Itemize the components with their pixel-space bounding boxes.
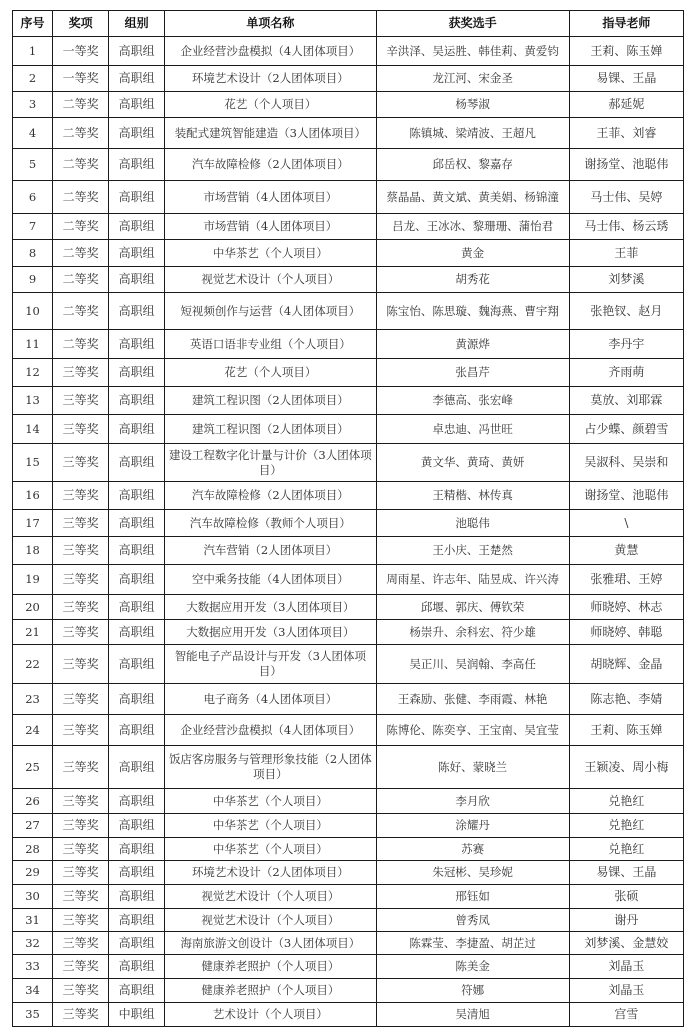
table-row bbox=[13, 645, 684, 684]
cell-winners: 周雨星、许志年、陆昱成、许兴涛 bbox=[376, 565, 569, 595]
cell-teachers: 宫雪 bbox=[569, 1003, 683, 1027]
cell-row-number: 7 bbox=[13, 214, 53, 240]
cell-award-level: 二等奖 bbox=[53, 267, 109, 293]
cell-award-level: 三等奖 bbox=[53, 415, 109, 444]
cell-group-name: 高职组 bbox=[109, 240, 165, 267]
cell-teachers: 师晓婷、林志 bbox=[569, 595, 683, 620]
cell-group-name: 高职组 bbox=[109, 510, 165, 537]
cell-item-name: 装配式建筑智能建造（3人团体项目） bbox=[165, 118, 376, 149]
cell-item-name: 英语口语非专业组（个人项目） bbox=[165, 330, 376, 359]
cell-row-number: 17 bbox=[13, 510, 53, 537]
cell-award-level: 二等奖 bbox=[53, 181, 109, 214]
cell-group-name: 高职组 bbox=[109, 214, 165, 240]
cell-row-number: 1 bbox=[13, 37, 53, 66]
cell-winners: 卓忠迪、冯世旺 bbox=[376, 415, 569, 444]
cell-item-name: 智能电子产品设计与开发（3人团体项目） bbox=[165, 645, 376, 684]
table-row bbox=[13, 909, 684, 932]
cell-row-number: 15 bbox=[13, 444, 53, 482]
cell-winners: 陈霖莹、李捷盈、胡芷过 bbox=[376, 932, 569, 955]
cell-winners: 黄源烨 bbox=[376, 330, 569, 359]
cell-row-number: 13 bbox=[13, 387, 53, 415]
header-group: 组别 bbox=[109, 11, 165, 37]
cell-winners: 邱岳权、黎嘉存 bbox=[376, 149, 569, 181]
cell-group-name: 高职组 bbox=[109, 444, 165, 482]
cell-item-name: 海南旅游文创设计（3人团体项目） bbox=[165, 932, 376, 955]
cell-row-number: 27 bbox=[13, 814, 53, 838]
table-row bbox=[13, 149, 684, 181]
cell-teachers: \ bbox=[569, 510, 683, 537]
table-row bbox=[13, 66, 684, 92]
cell-group-name: 高职组 bbox=[109, 684, 165, 715]
cell-award-level: 二等奖 bbox=[53, 330, 109, 359]
cell-winners: 李德高、张宏峰 bbox=[376, 387, 569, 415]
cell-teachers: 陈志艳、李婧 bbox=[569, 684, 683, 715]
cell-item-name: 中华茶艺（个人项目） bbox=[165, 789, 376, 814]
cell-award-level: 二等奖 bbox=[53, 92, 109, 118]
cell-teachers: 莫放、刘耶霖 bbox=[569, 387, 683, 415]
cell-teachers: 王莉、陈玉婵 bbox=[569, 715, 683, 746]
cell-teachers: 刘梦溪 bbox=[569, 267, 683, 293]
cell-item-name: 饭店客房服务与管理形象技能（2人团体项目） bbox=[165, 746, 376, 789]
table-row bbox=[13, 415, 684, 444]
cell-teachers: 兑艳红 bbox=[569, 789, 683, 814]
cell-winners: 李月欣 bbox=[376, 789, 569, 814]
cell-group-name: 高职组 bbox=[109, 595, 165, 620]
cell-item-name: 建筑工程识图（2人团体项目） bbox=[165, 415, 376, 444]
table-row bbox=[13, 92, 684, 118]
cell-item-name: 建筑工程识图（2人团体项目） bbox=[165, 387, 376, 415]
cell-winners: 邢钰如 bbox=[376, 885, 569, 909]
cell-group-name: 高职组 bbox=[109, 359, 165, 387]
cell-winners: 张昌芹 bbox=[376, 359, 569, 387]
cell-row-number: 2 bbox=[13, 66, 53, 92]
table-row bbox=[13, 387, 684, 415]
cell-award-level: 三等奖 bbox=[53, 955, 109, 979]
cell-group-name: 高职组 bbox=[109, 37, 165, 66]
cell-row-number: 3 bbox=[13, 92, 53, 118]
cell-group-name: 高职组 bbox=[109, 149, 165, 181]
cell-teachers: 刘梦溪、金慧姣 bbox=[569, 932, 683, 955]
cell-row-number: 6 bbox=[13, 181, 53, 214]
cell-group-name: 高职组 bbox=[109, 645, 165, 684]
cell-item-name: 艺术设计（个人项目） bbox=[165, 1003, 376, 1027]
cell-award-level: 三等奖 bbox=[53, 1003, 109, 1027]
cell-row-number: 31 bbox=[13, 909, 53, 932]
cell-item-name: 环境艺术设计（2人团体项目） bbox=[165, 861, 376, 885]
cell-group-name: 高职组 bbox=[109, 181, 165, 214]
cell-winners: 蔡晶晶、黄文斌、黄美娟、杨锦潼 bbox=[376, 181, 569, 214]
cell-award-level: 三等奖 bbox=[53, 979, 109, 1003]
cell-teachers: 占少蝶、颜碧雪 bbox=[569, 415, 683, 444]
cell-group-name: 高职组 bbox=[109, 955, 165, 979]
cell-teachers: 师晓婷、韩聪 bbox=[569, 620, 683, 645]
cell-winners: 吴正川、吴润翰、李高任 bbox=[376, 645, 569, 684]
cell-item-name: 汽车故障检修（2人团体项目） bbox=[165, 149, 376, 181]
cell-row-number: 20 bbox=[13, 595, 53, 620]
cell-group-name: 高职组 bbox=[109, 715, 165, 746]
cell-winners: 陈镇城、梁靖波、王超凡 bbox=[376, 118, 569, 149]
table-row bbox=[13, 293, 684, 330]
cell-teachers: 谢丹 bbox=[569, 909, 683, 932]
cell-item-name: 汽车营销（2人团体项目） bbox=[165, 537, 376, 565]
cell-winners: 陈美金 bbox=[376, 955, 569, 979]
cell-winners: 吕龙、王冰冰、黎珊珊、蒲怡君 bbox=[376, 214, 569, 240]
cell-item-name: 企业经营沙盘模拟（4人团体项目） bbox=[165, 37, 376, 66]
cell-item-name: 市场营销（4人团体项目） bbox=[165, 214, 376, 240]
cell-teachers: 吴淑科、吴崇和 bbox=[569, 444, 683, 482]
table-row bbox=[13, 789, 684, 814]
cell-winners: 王森励、张健、李雨霞、林艳 bbox=[376, 684, 569, 715]
cell-teachers: 李丹宇 bbox=[569, 330, 683, 359]
cell-teachers: 王莉、陈玉婵 bbox=[569, 37, 683, 66]
cell-award-level: 三等奖 bbox=[53, 814, 109, 838]
cell-award-level: 三等奖 bbox=[53, 885, 109, 909]
table-row bbox=[13, 240, 684, 267]
cell-row-number: 18 bbox=[13, 537, 53, 565]
cell-winners: 陈博伦、陈奕亨、王宝南、吴宜莹 bbox=[376, 715, 569, 746]
cell-item-name: 中华茶艺（个人项目） bbox=[165, 814, 376, 838]
cell-group-name: 高职组 bbox=[109, 814, 165, 838]
cell-teachers: 兑艳红 bbox=[569, 814, 683, 838]
cell-teachers: 张硕 bbox=[569, 885, 683, 909]
cell-row-number: 34 bbox=[13, 979, 53, 1003]
cell-group-name: 中职组 bbox=[109, 1003, 165, 1027]
cell-teachers: 王菲 bbox=[569, 240, 683, 267]
cell-winners: 黄文华、黄琦、黄妍 bbox=[376, 444, 569, 482]
cell-winners: 陈宝怡、陈思璇、魏海燕、曹宇翔 bbox=[376, 293, 569, 330]
table-row bbox=[13, 814, 684, 838]
cell-award-level: 三等奖 bbox=[53, 715, 109, 746]
cell-group-name: 高职组 bbox=[109, 620, 165, 645]
cell-teachers: 张艳钗、赵月 bbox=[569, 293, 683, 330]
cell-item-name: 花艺（个人项目） bbox=[165, 92, 376, 118]
table-row bbox=[13, 595, 684, 620]
cell-teachers: 张雅珺、王婷 bbox=[569, 565, 683, 595]
cell-row-number: 12 bbox=[13, 359, 53, 387]
cell-award-level: 三等奖 bbox=[53, 789, 109, 814]
cell-item-name: 花艺（个人项目） bbox=[165, 359, 376, 387]
cell-row-number: 35 bbox=[13, 1003, 53, 1027]
cell-winners: 辛洪泽、吴运胜、韩佳莉、黄爱钧 bbox=[376, 37, 569, 66]
cell-group-name: 高职组 bbox=[109, 565, 165, 595]
cell-group-name: 高职组 bbox=[109, 415, 165, 444]
table-row bbox=[13, 359, 684, 387]
header-no: 序号 bbox=[13, 11, 53, 37]
cell-award-level: 二等奖 bbox=[53, 293, 109, 330]
cell-row-number: 33 bbox=[13, 955, 53, 979]
table-row bbox=[13, 444, 684, 482]
cell-winners: 朱冠彬、吴珍妮 bbox=[376, 861, 569, 885]
cell-teachers: 齐雨萌 bbox=[569, 359, 683, 387]
cell-item-name: 中华茶艺（个人项目） bbox=[165, 838, 376, 861]
cell-winners: 胡秀花 bbox=[376, 267, 569, 293]
cell-row-number: 16 bbox=[13, 482, 53, 510]
cell-award-level: 三等奖 bbox=[53, 595, 109, 620]
cell-row-number: 19 bbox=[13, 565, 53, 595]
header-award: 奖项 bbox=[53, 11, 109, 37]
cell-award-level: 三等奖 bbox=[53, 620, 109, 645]
table-row bbox=[13, 885, 684, 909]
cell-group-name: 高职组 bbox=[109, 92, 165, 118]
cell-award-level: 三等奖 bbox=[53, 746, 109, 789]
cell-award-level: 三等奖 bbox=[53, 510, 109, 537]
cell-row-number: 14 bbox=[13, 415, 53, 444]
cell-group-name: 高职组 bbox=[109, 979, 165, 1003]
cell-item-name: 大数据应用开发（3人团体项目） bbox=[165, 620, 376, 645]
cell-row-number: 26 bbox=[13, 789, 53, 814]
cell-award-level: 三等奖 bbox=[53, 861, 109, 885]
cell-winners: 龙江河、宋金圣 bbox=[376, 66, 569, 92]
cell-award-level: 三等奖 bbox=[53, 482, 109, 510]
cell-row-number: 23 bbox=[13, 684, 53, 715]
cell-award-level: 一等奖 bbox=[53, 37, 109, 66]
cell-group-name: 高职组 bbox=[109, 482, 165, 510]
header-teachers: 指导老师 bbox=[569, 11, 683, 37]
cell-group-name: 高职组 bbox=[109, 746, 165, 789]
table-row bbox=[13, 482, 684, 510]
cell-group-name: 高职组 bbox=[109, 932, 165, 955]
cell-teachers: 刘晶玉 bbox=[569, 979, 683, 1003]
cell-teachers: 马士伟、吴婷 bbox=[569, 181, 683, 214]
cell-teachers: 易锞、王晶 bbox=[569, 66, 683, 92]
cell-award-level: 二等奖 bbox=[53, 118, 109, 149]
cell-teachers: 王菲、刘睿 bbox=[569, 118, 683, 149]
table-body bbox=[13, 37, 684, 1027]
cell-item-name: 电子商务（4人团体项目） bbox=[165, 684, 376, 715]
cell-winners: 邱堰、郭庆、傅钦荣 bbox=[376, 595, 569, 620]
cell-item-name: 汽车故障检修（教师个人项目） bbox=[165, 510, 376, 537]
cell-row-number: 21 bbox=[13, 620, 53, 645]
cell-award-level: 三等奖 bbox=[53, 909, 109, 932]
cell-award-level: 三等奖 bbox=[53, 444, 109, 482]
cell-winners: 符娜 bbox=[376, 979, 569, 1003]
table-row bbox=[13, 979, 684, 1003]
table-row bbox=[13, 684, 684, 715]
table-row bbox=[13, 37, 684, 66]
awards-table bbox=[12, 10, 684, 1027]
table-row bbox=[13, 715, 684, 746]
cell-winners: 涂耀丹 bbox=[376, 814, 569, 838]
cell-group-name: 高职组 bbox=[109, 537, 165, 565]
cell-group-name: 高职组 bbox=[109, 267, 165, 293]
cell-item-name: 视觉艺术设计（个人项目） bbox=[165, 885, 376, 909]
cell-teachers: 易锞、王晶 bbox=[569, 861, 683, 885]
cell-teachers: 黄慧 bbox=[569, 537, 683, 565]
table-row bbox=[13, 267, 684, 293]
cell-row-number: 4 bbox=[13, 118, 53, 149]
table-row bbox=[13, 330, 684, 359]
table-row bbox=[13, 838, 684, 861]
cell-group-name: 高职组 bbox=[109, 66, 165, 92]
cell-row-number: 25 bbox=[13, 746, 53, 789]
cell-group-name: 高职组 bbox=[109, 909, 165, 932]
cell-award-level: 三等奖 bbox=[53, 565, 109, 595]
table-row bbox=[13, 746, 684, 789]
cell-row-number: 22 bbox=[13, 645, 53, 684]
cell-winners: 吴清旭 bbox=[376, 1003, 569, 1027]
cell-item-name: 环境艺术设计（2人团体项目） bbox=[165, 66, 376, 92]
cell-teachers: 谢扬堂、池聪伟 bbox=[569, 149, 683, 181]
cell-winners: 王精楷、林传真 bbox=[376, 482, 569, 510]
cell-group-name: 高职组 bbox=[109, 293, 165, 330]
cell-award-level: 三等奖 bbox=[53, 645, 109, 684]
header-item: 单项名称 bbox=[165, 11, 376, 37]
table-row bbox=[13, 955, 684, 979]
cell-item-name: 建设工程数字化计量与计价（3人团体项目） bbox=[165, 444, 376, 482]
cell-item-name: 企业经营沙盘模拟（4人团体项目） bbox=[165, 715, 376, 746]
table-row bbox=[13, 565, 684, 595]
table-row bbox=[13, 118, 684, 149]
cell-award-level: 一等奖 bbox=[53, 66, 109, 92]
cell-winners: 陈好、蒙晓兰 bbox=[376, 746, 569, 789]
cell-row-number: 29 bbox=[13, 861, 53, 885]
cell-item-name: 健康养老照护（个人项目） bbox=[165, 979, 376, 1003]
cell-item-name: 健康养老照护（个人项目） bbox=[165, 955, 376, 979]
cell-group-name: 高职组 bbox=[109, 885, 165, 909]
cell-teachers: 马士伟、杨云琇 bbox=[569, 214, 683, 240]
table-header-row bbox=[13, 11, 684, 37]
cell-winners: 王小庆、王楚然 bbox=[376, 537, 569, 565]
cell-teachers: 谢扬堂、池聪伟 bbox=[569, 482, 683, 510]
cell-item-name: 视觉艺术设计（个人项目） bbox=[165, 267, 376, 293]
cell-row-number: 11 bbox=[13, 330, 53, 359]
table-row bbox=[13, 932, 684, 955]
header-winners: 获奖选手 bbox=[376, 11, 569, 37]
cell-award-level: 二等奖 bbox=[53, 214, 109, 240]
table-row bbox=[13, 620, 684, 645]
cell-award-level: 三等奖 bbox=[53, 838, 109, 861]
cell-item-name: 视觉艺术设计（个人项目） bbox=[165, 909, 376, 932]
cell-award-level: 三等奖 bbox=[53, 684, 109, 715]
cell-item-name: 大数据应用开发（3人团体项目） bbox=[165, 595, 376, 620]
cell-teachers: 胡晓辉、金晶 bbox=[569, 645, 683, 684]
cell-row-number: 5 bbox=[13, 149, 53, 181]
cell-winners: 杨琴淑 bbox=[376, 92, 569, 118]
cell-winners: 苏赛 bbox=[376, 838, 569, 861]
cell-item-name: 中华茶艺（个人项目） bbox=[165, 240, 376, 267]
table-row bbox=[13, 510, 684, 537]
cell-teachers: 王颖凌、周小梅 bbox=[569, 746, 683, 789]
cell-row-number: 9 bbox=[13, 267, 53, 293]
cell-group-name: 高职组 bbox=[109, 789, 165, 814]
table-row bbox=[13, 861, 684, 885]
cell-winners: 黄金 bbox=[376, 240, 569, 267]
cell-award-level: 三等奖 bbox=[53, 359, 109, 387]
table-row bbox=[13, 1003, 684, 1027]
cell-row-number: 24 bbox=[13, 715, 53, 746]
cell-group-name: 高职组 bbox=[109, 330, 165, 359]
cell-item-name: 汽车故障检修（2人团体项目） bbox=[165, 482, 376, 510]
cell-award-level: 二等奖 bbox=[53, 240, 109, 267]
table-row bbox=[13, 537, 684, 565]
cell-award-level: 二等奖 bbox=[53, 149, 109, 181]
cell-row-number: 32 bbox=[13, 932, 53, 955]
cell-row-number: 8 bbox=[13, 240, 53, 267]
cell-award-level: 三等奖 bbox=[53, 537, 109, 565]
cell-teachers: 郝延妮 bbox=[569, 92, 683, 118]
table-row bbox=[13, 181, 684, 214]
cell-award-level: 三等奖 bbox=[53, 387, 109, 415]
cell-row-number: 28 bbox=[13, 838, 53, 861]
cell-group-name: 高职组 bbox=[109, 861, 165, 885]
cell-row-number: 30 bbox=[13, 885, 53, 909]
cell-group-name: 高职组 bbox=[109, 118, 165, 149]
cell-group-name: 高职组 bbox=[109, 387, 165, 415]
cell-winners: 池聪伟 bbox=[376, 510, 569, 537]
cell-item-name: 短视频创作与运营（4人团体项目） bbox=[165, 293, 376, 330]
cell-winners: 杨崇升、余科宏、符少雄 bbox=[376, 620, 569, 645]
cell-teachers: 兑艳红 bbox=[569, 838, 683, 861]
cell-teachers: 刘晶玉 bbox=[569, 955, 683, 979]
cell-award-level: 三等奖 bbox=[53, 932, 109, 955]
cell-row-number: 10 bbox=[13, 293, 53, 330]
table-row bbox=[13, 214, 684, 240]
cell-winners: 曾秀凤 bbox=[376, 909, 569, 932]
cell-item-name: 空中乘务技能（4人团体项目） bbox=[165, 565, 376, 595]
cell-group-name: 高职组 bbox=[109, 838, 165, 861]
cell-item-name: 市场营销（4人团体项目） bbox=[165, 181, 376, 214]
